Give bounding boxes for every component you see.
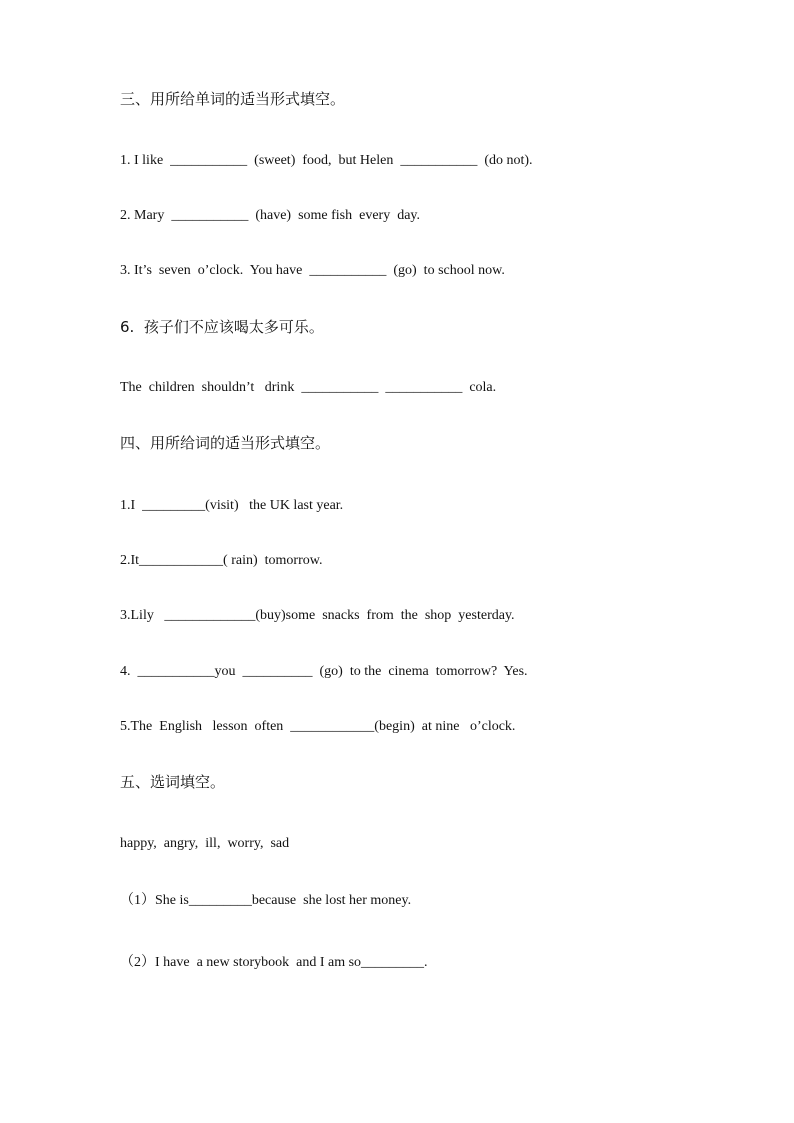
section-3-question-1: 1. I like ___________ (sweet) food, but Helen ___________ (do not). xyxy=(120,153,533,168)
section-5-word-bank: happy, angry, ill, worry, sad xyxy=(120,836,290,851)
section-3-heading: 三、用所给单词的适当形式填空。 xyxy=(120,90,346,108)
section-4-question-1: 1.I _________(visit) the UK last year. xyxy=(120,498,344,513)
section-5-question-1: （1）She is_________because she lost her money. xyxy=(120,893,412,908)
section-3-question-6-english: The children shouldn’t drink ___________ ___________ cola. xyxy=(120,380,497,395)
section-3-question-6-chinese: 6. 孩子们不应该喝太多可乐。 xyxy=(120,318,324,336)
section-4-question-4: 4. ___________you __________ (go) to the cinema tomorrow? Yes. xyxy=(120,664,528,679)
section-4-question-5: 5.The English lesson often ____________(begin) at nine o’clock. xyxy=(120,719,516,734)
section-5-heading: 五、选词填空。 xyxy=(120,773,226,791)
section-4-question-3: 3.Lily _____________(buy)some snacks from the shop yesterday. xyxy=(120,608,515,623)
section-4-question-2: 2.It____________( rain) tomorrow. xyxy=(120,553,323,568)
section-5-question-2: （2）I have a new storybook and I am so_________. xyxy=(120,955,428,970)
section-4-heading: 四、用所给词的适当形式填空。 xyxy=(120,434,331,452)
section-3-question-2: 2. Mary ___________ (have) some fish every day. xyxy=(120,208,421,223)
section-3-question-3: 3. It’s seven o’clock. You have ___________ (go) to school now. xyxy=(120,263,505,278)
